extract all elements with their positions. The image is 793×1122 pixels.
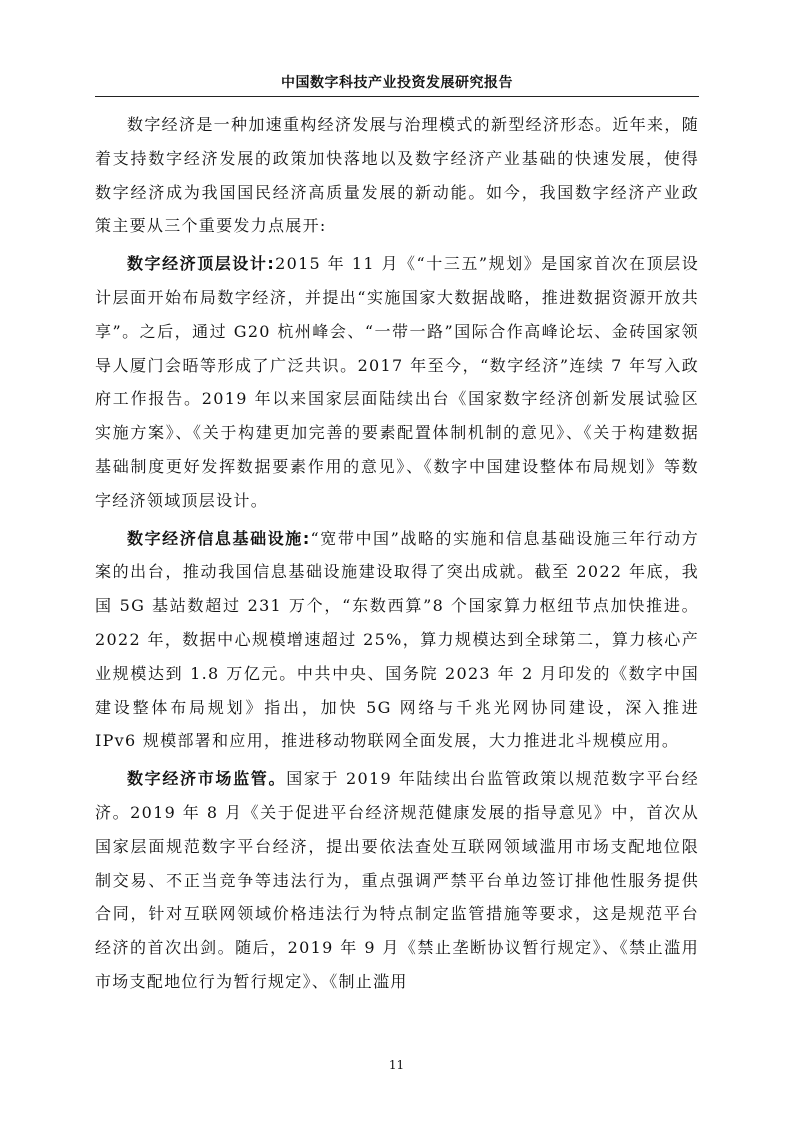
running-header: 中国数字科技产业投资发展研究报告 <box>281 75 513 91</box>
paragraph-intro <box>95 108 699 243</box>
paragraph-top-level-design <box>95 247 699 517</box>
paragraph-heading-infrastructure: 数字经济信息基础设施: <box>127 528 311 548</box>
paragraph-intro-text: 数字经济是一种加速重构经济发展与治理模式的新型经济形态。近年来，随着支持数字经济发展的政策加快落地以及数字经济产业基础的快速发展，使得数字经济成为我国国民经济高质量发展的新动能。如今，我国数字经济产业政策主要从三个重要发力点展开: <box>95 115 699 236</box>
page-number: 11 <box>388 1058 405 1072</box>
paragraph-heading-market-supervision: 数字经济市场监管。 <box>127 769 287 789</box>
paragraph-infrastructure <box>95 522 699 759</box>
report-body <box>95 108 699 999</box>
paragraph-top-level-design-text: 2015 年 11 月《“十三五”规划》是国家首次在顶层设计层面开始布局数字经济，并提出“实施国家大数据战略，推进数据资源开放共享”。之后，通过 G20 杭州峰会、“一带一路”国际合作高峰论坛、金砖国家领导人厦门会晤等形成了广泛共识。2017 年至今，“数字经济”连续 7 年写入政府工作报告。2019 年以来国家层面陆续出台《国家数字经济创新发展试验区实施方案》、《关于构建更加完善的要素配置体制机制的意见》、《关于构建数据基础制度更好发挥数据要素作用的意见》、《数字中国建设整体布局规划》等数字经济领域顶层设计。 <box>95 254 699 510</box>
header-divider <box>95 96 699 97</box>
paragraph-market-supervision-text: 国家于 2019 年陆续出台监管政策以规范数字平台经济。2019 年 8 月《关于促进平台经济规范健康发展的指导意见》中，首次从国家层面规范数字平台经济，提出要依法查处互联网领域滥用市场支配地位限制交易、不正当竞争等违法行为，重点强调严禁平台单边签订排他性服务提供合同，针对互联网领域价格违法行为特点制定监管措施等要求，这是规范平台经济的首次出剑。随后，2019 年 9 月《禁止垄断协议暂行规定》、《禁止滥用市场支配地位行为暂行规定》、《制止滥用 <box>95 769 699 991</box>
paragraph-infrastructure-text: “宽带中国”战略的实施和信息基础设施三年行动方案的出台，推动我国信息基础设施建设取得了突出成就。截至 2022 年底，我国 5G 基站数超过 231 万个，“东数西算”8 个国家算力枢纽节点加快推进。2022 年，数据中心规模增速超过 25%，算力规模达到全球第二，算力核心产业规模达到 1.8 万亿元。中共中央、国务院 2023 年 2 月印发的《数字中国建设整体布局规划》指出，加快 5G 网络与千兆光网协同建设，深入推进 IPv6 规模部署和应用，推进移动物联网全面发展，大力推进北斗规模应用。 <box>95 528 699 751</box>
paragraph-heading-top-level-design: 数字经济顶层设计: <box>127 254 276 274</box>
paragraph-market-supervision <box>95 762 699 999</box>
